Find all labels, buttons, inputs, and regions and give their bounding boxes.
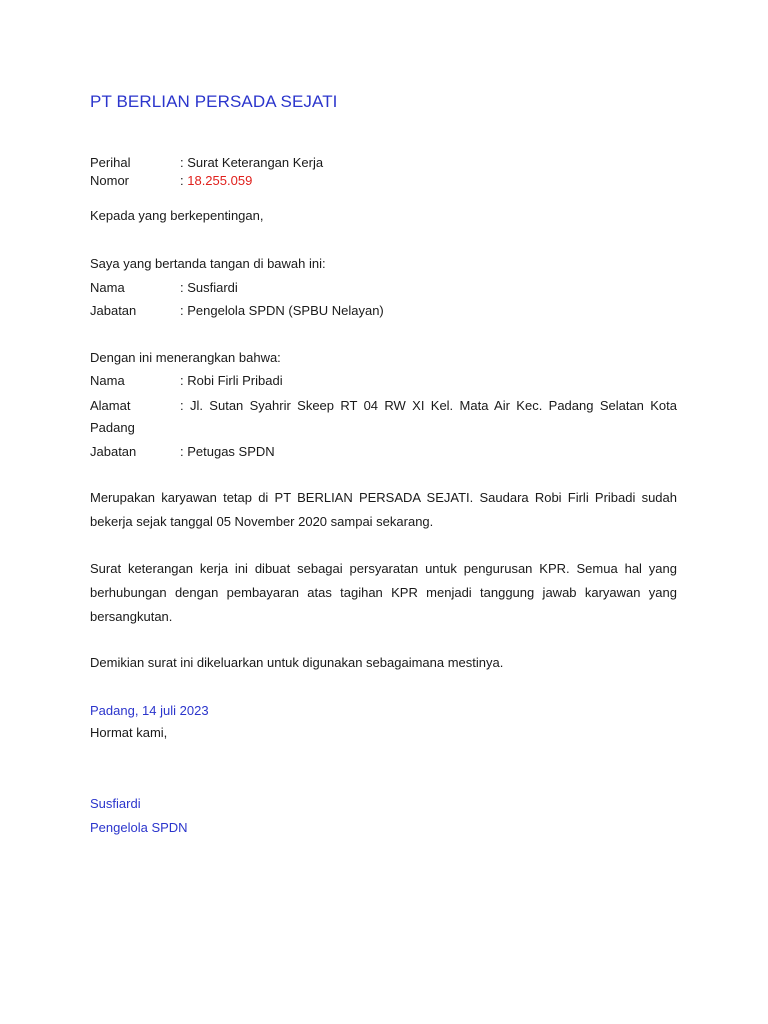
employee-intro: Dengan ini menerangkan bahwa:	[90, 350, 281, 365]
employee-address-line2: Padang	[90, 420, 135, 435]
paragraph-purpose-line2: berhubungan dengan pembayaran atas tagihan KPR menjadi tanggung jawab karyawan yang	[90, 585, 677, 600]
nomor-separator: :	[180, 173, 188, 188]
place-date: Padang, 14 juli 2023	[90, 703, 209, 718]
closing-statement: Demikian surat ini dikeluarkan untuk digunakan sebagaimana mestinya.	[90, 655, 504, 670]
signer-intro: Saya yang bertanda tangan di bawah ini:	[90, 256, 326, 271]
regards: Hormat kami,	[90, 725, 168, 740]
paragraph-purpose-line1: Surat keterangan kerja ini dibuat sebagai persyaratan untuk pengurusan KPR. Semua hal yang	[90, 561, 677, 576]
paragraph-employment-line2: bekerja sejak tanggal 05 November 2020 sampai sekarang.	[90, 514, 434, 529]
salutation: Kepada yang berkepentingan,	[90, 208, 264, 223]
signer-name-value: : Susfiardi	[180, 280, 238, 295]
letter-page	[90, 0, 677, 1024]
employee-address-label: Alamat	[90, 398, 131, 413]
employee-name-label: Nama	[90, 373, 125, 388]
company-name: PT BERLIAN PERSADA SEJATI	[90, 92, 338, 111]
nomor-label: Nomor	[90, 173, 130, 188]
signer-name-label: Nama	[90, 280, 125, 295]
employee-name-value: : Robi Firli Pribadi	[180, 373, 283, 388]
nomor-value-wrap	[180, 172, 252, 190]
employee-position-label: Jabatan	[90, 444, 137, 459]
paragraph-purpose	[90, 557, 677, 629]
paragraph-purpose-line3: bersangkutan.	[90, 609, 173, 624]
signatory-name: Susfiardi	[90, 796, 141, 811]
nomor-value: 18.255.059	[187, 173, 253, 188]
employee-address-line1: : Jl. Sutan Syahrir Skeep RT 04 RW XI Kel. Mata Air Kec. Padang Selatan Kota	[180, 398, 677, 413]
perihal-value: : Surat Keterangan Kerja	[180, 155, 324, 170]
perihal-label: Perihal	[90, 155, 131, 170]
signer-position-value: : Pengelola SPDN (SPBU Nelayan)	[180, 303, 384, 318]
paragraph-employment-line1: Merupakan karyawan tetap di PT BERLIAN PERSADA SEJATI. Saudara Robi Firli Pribadi sudah	[90, 490, 677, 505]
signer-position-label: Jabatan	[90, 303, 137, 318]
paragraph-employment	[90, 486, 677, 534]
employee-position-value: : Petugas SPDN	[180, 444, 275, 459]
signatory-title: Pengelola SPDN	[90, 820, 188, 835]
